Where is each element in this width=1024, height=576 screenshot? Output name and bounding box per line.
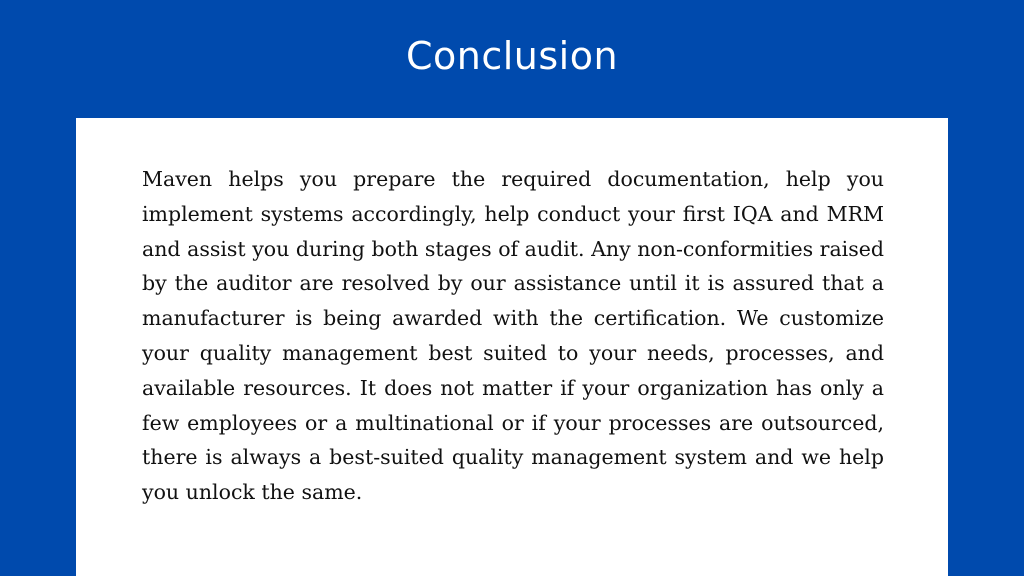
slide-title: Conclusion	[405, 34, 619, 78]
body-paragraph: Maven helps you prepare the required documentation, help you implement systems accordingly, help conduct your first IQA and MRM and assist you during both stages of audit. Any non-conformities raised by the auditor are resolved by our assistance until it is assured that a manufacturer is being awarded with the certification. We customize your quality management best suited to your needs, processes, and available resources. It does not matter if your organization has only a few employees or a multinational or if your processes are outsourced, there is always a best-suited quality management system and we help you unlock the same.	[142, 167, 884, 505]
content-card	[76, 118, 948, 576]
